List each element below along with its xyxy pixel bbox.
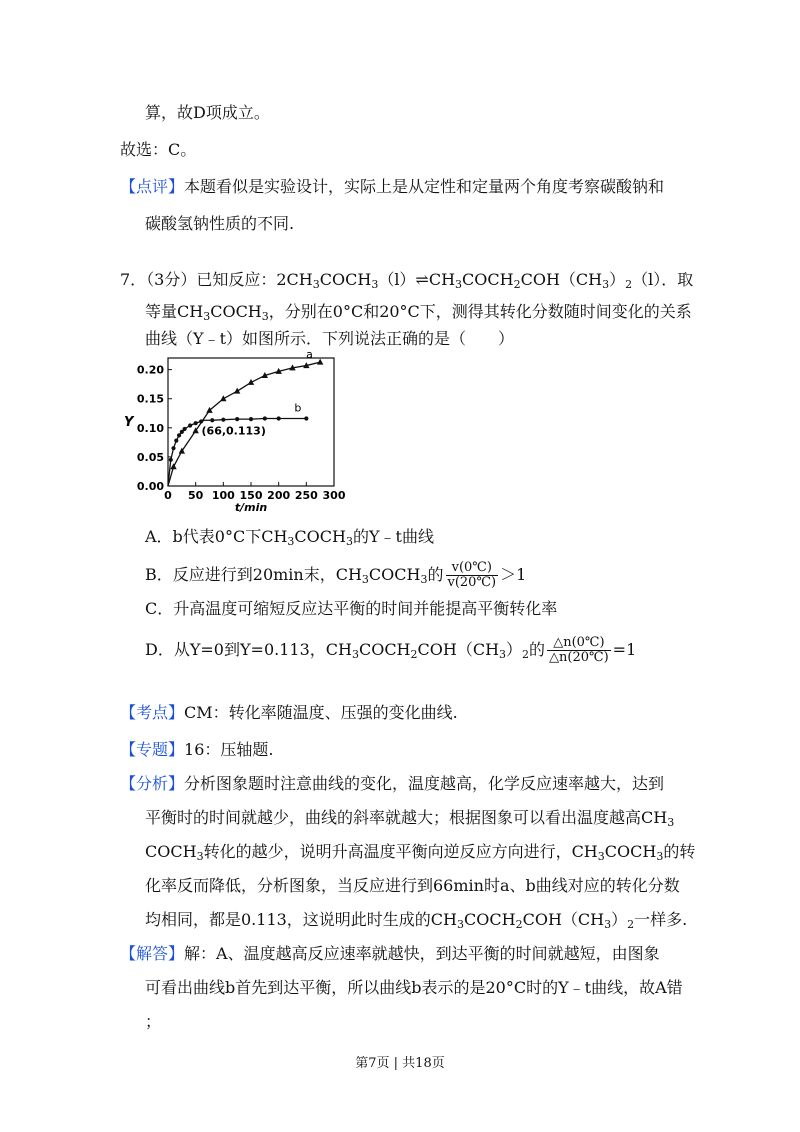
intersection-annotation: (66,0.113) [201, 424, 266, 438]
x-tick-label: 50 [188, 489, 204, 502]
plot-frame [168, 358, 334, 486]
y-tick-label: 0.15 [136, 392, 164, 406]
x-tick-label: 100 [211, 489, 235, 502]
q7-stem-line1: 7．（3分）已知反应：$2CH_3COCH_3(l)\rightleftharpoons CH_3COCH_2COH(CH_3)_2(l)$．取 [120, 270, 694, 291]
jieda-line1: 【解答】解：A、温度越高反应速率就越快，到达平衡的时间就越短，由图象 [120, 944, 660, 963]
prev-line: 算，故D项成立。 [145, 103, 270, 122]
series-b-point [235, 417, 239, 421]
series-b-label: b [294, 401, 302, 415]
option-b-fraction: $\frac{v(0℃)}{v(20℃)}$ [447, 560, 497, 590]
series-a-label: a [306, 352, 313, 362]
jieda-tag: 【解答】 [120, 944, 185, 963]
y-t-chart [118, 352, 350, 512]
option-b: B．反应进行到20min末，$CH_3COCH_3$的 $\frac{v(0℃)}{v(20℃)}$ ＞1 [145, 560, 527, 590]
option-d-fraction: $\frac{\triangle n(0℃)}{\triangle n(20℃)}$ [549, 635, 609, 665]
series-b-point [183, 427, 187, 431]
series-b-point [277, 416, 281, 420]
fenxi-tag: 【分析】 [120, 774, 185, 793]
q7-stem-line3: 曲线（Y﹣t）如图所示．下列说法正确的是（ ） [145, 329, 514, 348]
comment-tag: 【点评】 [120, 177, 185, 196]
series-b-point [169, 458, 173, 462]
q7-stem-line2: 等量$CH_3COCH_3$，分别在0°C和20°C下，测得其转化分数随时间变化的关系 [145, 302, 692, 323]
series-b-point [263, 416, 267, 420]
zhuanti-tag: 【专题】 [120, 740, 185, 759]
option-a: A．b代表0°C下$CH_3COCH_3$的Y﹣t曲线 [145, 527, 434, 548]
x-tick-label: 200 [267, 489, 291, 502]
y-axis-label: Y [124, 415, 134, 430]
series-b-point [199, 419, 203, 423]
series-a-point [317, 359, 323, 365]
series-b-point [210, 418, 214, 422]
y-tick-label: 0.20 [136, 363, 164, 377]
y-tick-label: 0.05 [136, 450, 164, 464]
option-c: C．升高温度可缩短反应达平衡的时间并能提高平衡转化率 [145, 599, 558, 618]
series-a-point [234, 388, 240, 394]
jieda-line2: 可看出曲线b首先到达平衡，所以曲线b表示的是20°C时的Y﹣t曲线，故A错 [145, 978, 683, 997]
series-b-point [177, 433, 181, 437]
x-tick-label: 300 [322, 489, 346, 502]
zhuanti-line: 【专题】16：压轴题. [120, 740, 274, 759]
jieda-line3: ； [145, 1012, 162, 1031]
x-tick-label: 250 [294, 489, 318, 502]
comment-text-1: 本题看似是实验设计，实际上是从定性和定量两个角度考察碳酸钠和 [184, 177, 665, 196]
fenxi-line2: 平衡时的时间就越少，曲线的斜率就越大；根据图象可以看出温度越高$CH_3$ [145, 808, 675, 829]
x-tick-label: 0 [164, 489, 172, 502]
series-b-point [221, 418, 225, 422]
plot-layer [124, 352, 346, 512]
y-tick-label: 0.00 [136, 480, 164, 493]
prev-answer: 故选：C。 [120, 140, 197, 159]
series-b-point [188, 423, 192, 427]
series-b-point [171, 446, 175, 450]
series-a-point [170, 463, 176, 469]
fenxi-line4: 化率反而降低，分析图象，当反应进行到66min时a、b曲线对应的转化分数 [145, 876, 680, 895]
page-footer: 第7页 | 共18页 [355, 1056, 445, 1071]
prev-comment-line1 [120, 177, 664, 197]
kaodian-line: 【考点】CM：转化率随温度、压强的变化曲线. [120, 703, 458, 722]
x-tick-label: 150 [239, 489, 263, 502]
series-b-point [304, 416, 308, 420]
fenxi-line3: $COCH_3$转化的越少，说明升高温度平衡向逆反应方向进行，$CH_3COCH_3$的转 [145, 842, 696, 863]
x-axis-label: t/min [234, 501, 268, 512]
fenxi-line5: 均相同，都是0.113，这说明此时生成的$CH_3COCH_2COH(CH_3)_2$一样多. [145, 910, 688, 931]
y-tick-label: 0.10 [136, 421, 164, 435]
series-b-point [194, 421, 198, 425]
kaodian-tag: 【考点】 [120, 703, 185, 722]
series-b-point [249, 417, 253, 421]
prev-comment-line2: 碳酸氢钠性质的不同. [145, 214, 295, 233]
fenxi-line1: 【分析】分析图象题时注意曲线的变化，温度越高，化学反应速率越大，达到 [120, 774, 665, 793]
option-d: D．从Y=0到Y=0.113，$CH_3COCH_2COH(CH_3)_2$的 $\frac{\triangle n(0℃)}{\triangle n(20℃)}$ =1 [145, 635, 637, 665]
series-b-point [174, 439, 178, 443]
